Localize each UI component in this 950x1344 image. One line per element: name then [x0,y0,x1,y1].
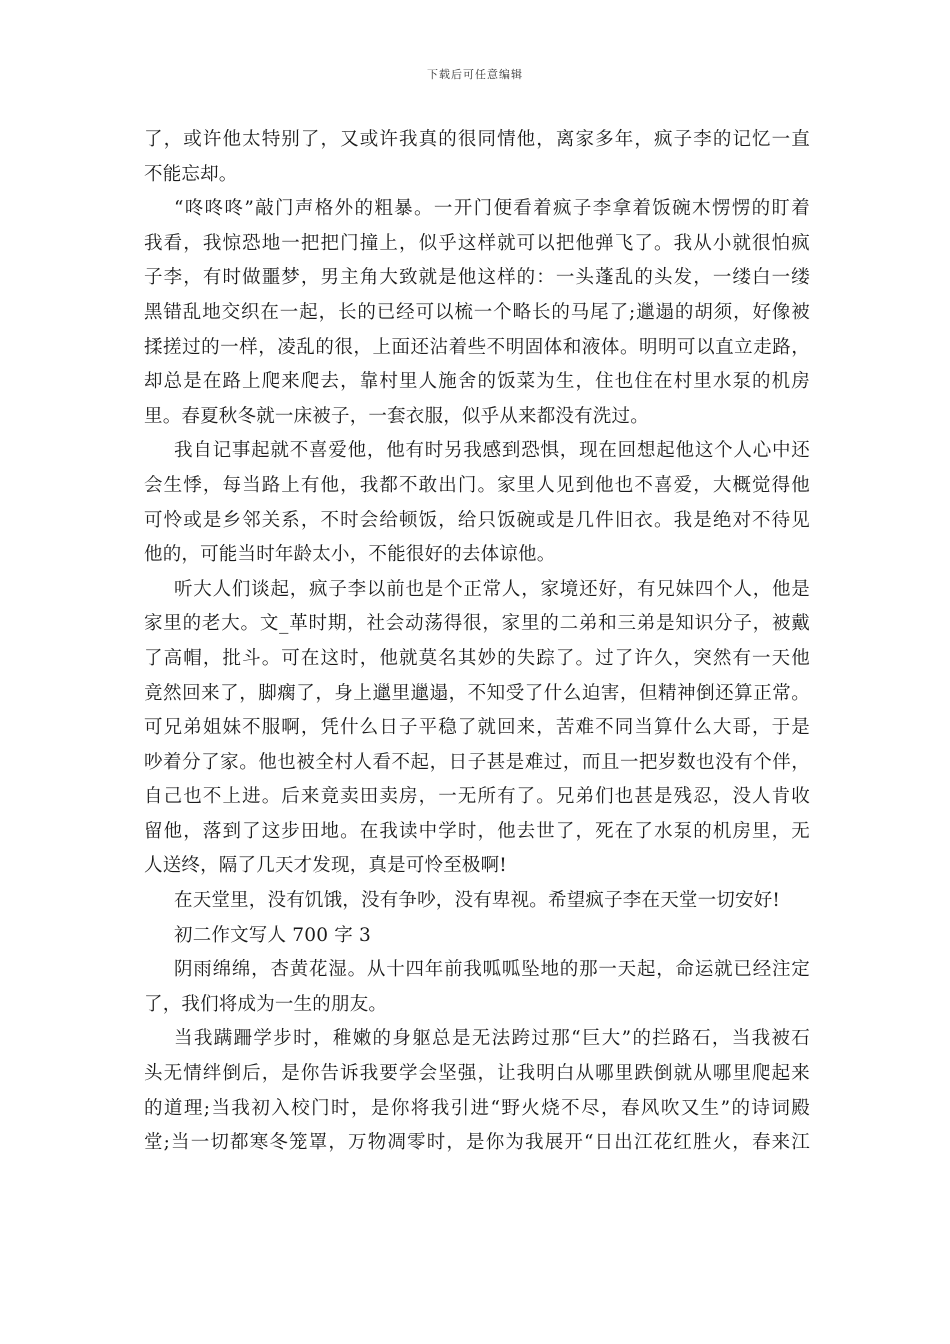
text-line: “咚咚咚”敲门声格外的粗暴。一开门便看着疯子李拿着饭碗木愣愣的盯着 [174,198,810,220]
text-line: 初二作文写人 700 字 3 [174,924,372,946]
text-line: 当我蹒跚学步时，稚嫩的身躯总是无法跨过那“巨大”的拦路石，当我被石 [174,1028,810,1050]
text-line: 会生悸，每当路上有他，我都不敢出门。家里人见到他也不喜爱，大概觉得他 [144,474,810,496]
text-line: 家里的老大。文_革时期，社会动荡得很，家里的二弟和三弟是知识分子，被戴 [144,613,810,635]
text-line: 他的，可能当时年龄太小，不能很好的去体谅他。 [144,544,556,566]
text-line: 子李，有时做噩梦，男主角大致就是他这样的：一头蓬乱的头发，一缕白一缕 [144,267,810,289]
text-line: 头无情绊倒后，是你告诉我要学会坚强，让我明白从哪里跌倒就从哪里爬起来 [144,1063,810,1085]
text-line: 了高帽，批斗。可在这时，他就莫名其妙的失踪了。过了许久，突然有一天他 [144,647,810,669]
page-header: 下载后可任意编辑 [427,68,523,81]
text-line: 了，我们将成为一生的朋友。 [144,993,388,1015]
text-line: 在天堂里，没有饥饿，没有争吵，没有卑视。希望疯子李在天堂一切安好! [174,890,781,912]
text-line: 黑错乱地交织在一起，长的已经可以梳一个略长的马尾了;邋遢的胡须，好像被 [144,301,810,323]
text-line: 吵着分了家。他也被全村人看不起，日子甚是难过，而且一把岁数也没有个伴， [144,751,810,773]
text-line: 阴雨绵绵，杏黄花湿。从十四年前我呱呱坠地的那一天起，命运就已经注定 [174,959,810,981]
text-line: 的道理;当我初入校门时，是你将我引进“野火烧不尽，春风吹又生”的诗词殿 [144,1097,810,1119]
document-body [144,123,810,1161]
text-line: 我自记事起就不喜爱他，他有时另我感到恐惧，现在回想起他这个人心中还 [174,440,810,462]
text-line: 自己也不上进。后来竟卖田卖房，一无所有了。兄弟们也甚是残忍，没人肯收 [144,786,810,808]
text-line: 了，或许他太特别了，又或许我真的很同情他，离家多年，疯子李的记忆一直 [144,129,810,150]
text-line: 不能忘却。 [144,163,238,185]
text-line: 竟然回来了，脚瘸了，身上邋里邋遢，不知受了什么迫害，但精神倒还算正常。 [144,682,810,704]
text-line: 堂;当一切都寒冬笼罩，万物凋零时，是你为我展开“日出江花红胜火，春来江 [144,1132,810,1154]
text-line: 人送终，隔了几天才发现，真是可怜至极啊! [144,855,507,877]
text-line: 我看，我惊恐地一把把门撞上，似乎这样就可以把他弹飞了。我从小就很怕疯 [144,232,810,254]
text-line: 可兄弟姐妹不服啊，凭什么日子平稳了就回来，苦难不同当算什么大哥，于是 [144,717,810,739]
text-line: 可怜或是乡邻关系，不时会给顿饭，给只饭碗或是几件旧衣。我是绝对不待见 [144,509,810,531]
text-line: 揉搓过的一样，凌乱的很，上面还沾着些不明固体和液体。明明可以直立走路， [144,336,810,358]
text-line: 听大人们谈起，疯子李以前也是个正常人，家境还好，有兄妹四个人，他是 [174,578,810,600]
text-line: 里。春夏秋冬就一床被子，一套衣服，似乎从来都没有洗过。 [144,405,649,427]
text-line: 留他，落到了这步田地。在我读中学时，他去世了，死在了水泵的机房里，无 [144,820,810,842]
text-line: 却总是在路上爬来爬去，靠村里人施舍的饭菜为生，住也住在村里水泵的机房 [144,371,810,393]
